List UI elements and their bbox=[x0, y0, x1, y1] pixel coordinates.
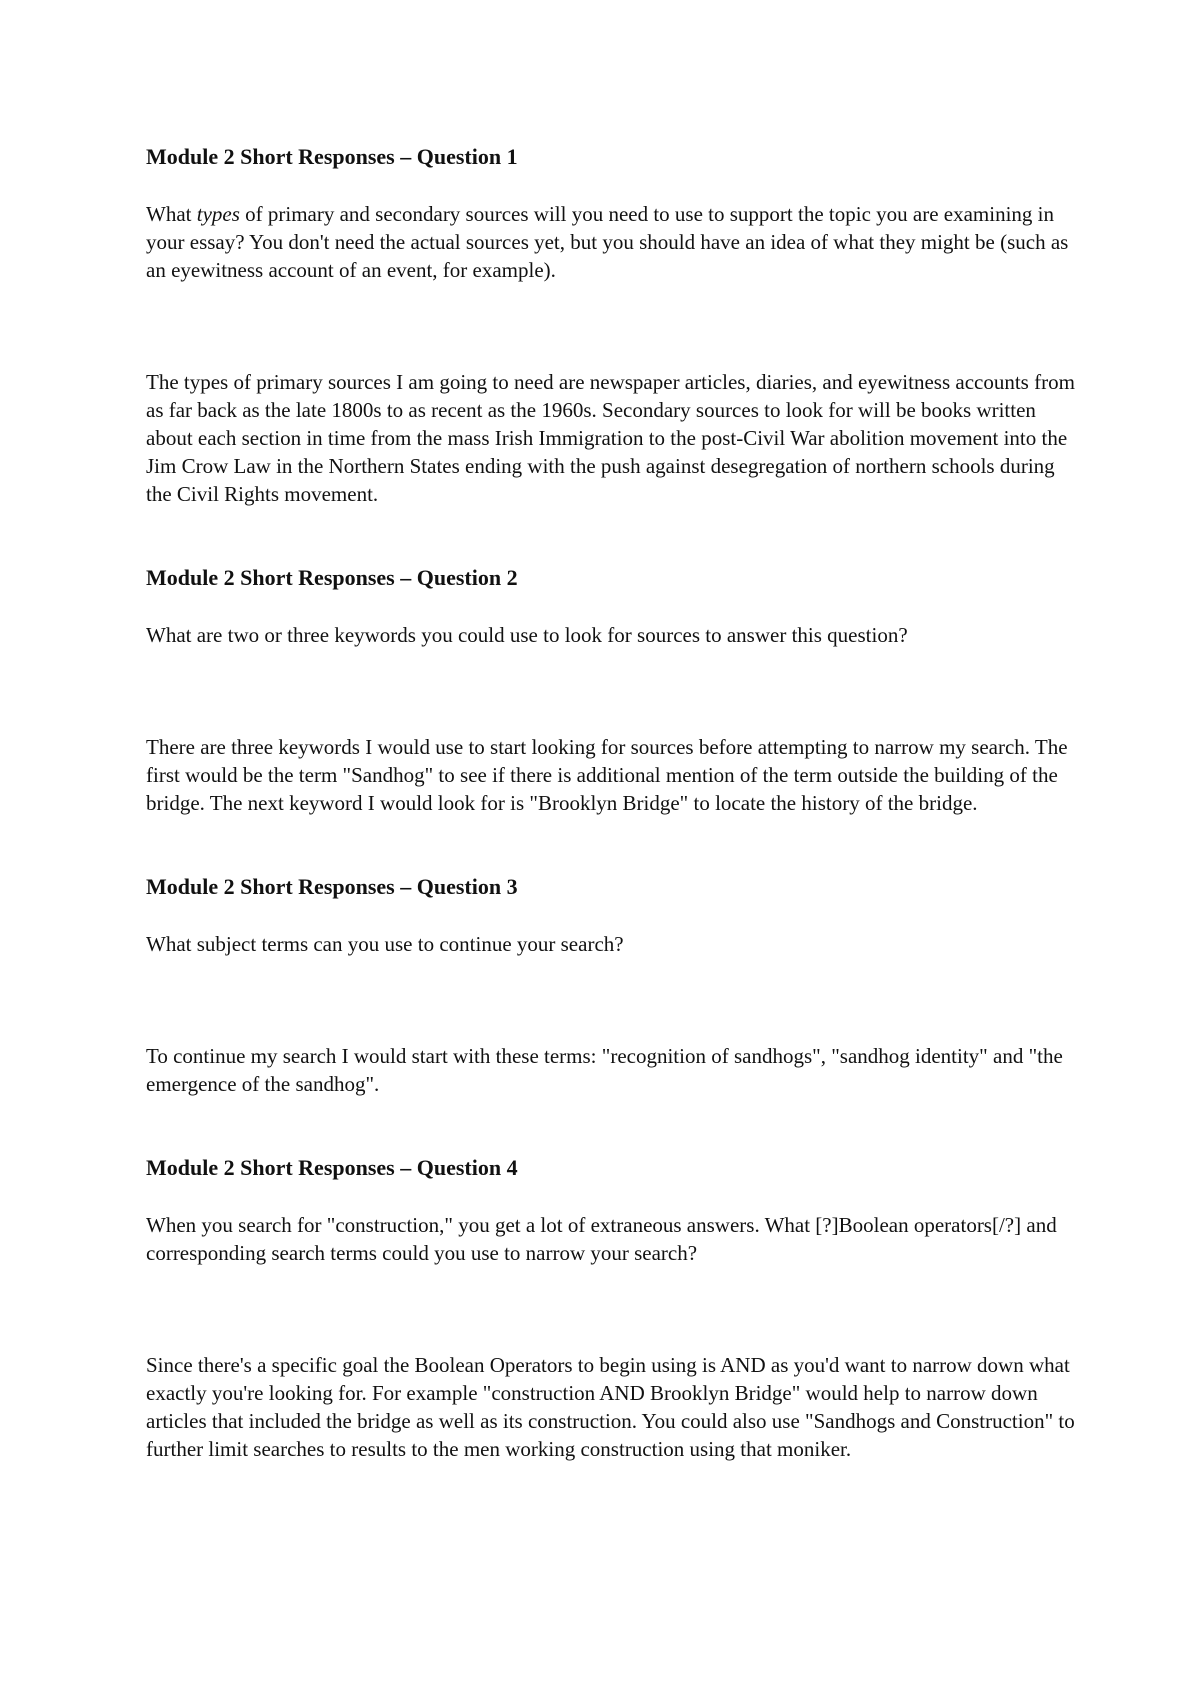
question-1-prompt-start: What bbox=[146, 202, 197, 226]
question-3-section bbox=[146, 873, 1076, 1098]
question-1-heading: Module 2 Short Responses – Question 1 bbox=[146, 144, 518, 169]
document-page bbox=[146, 143, 1076, 1463]
question-4-section bbox=[146, 1154, 1076, 1463]
question-1-answer: The types of primary sources I am going to need are newspaper articles, diaries, and eyewitness accounts from as far back as the late 1800s to as recent as the 1960s. Secondary sources to look for will be books written about each section in time from the mass Irish Immigration to the post-Civil War abolition movement into the Jim Crow Law in the Northern States ending with the push against desegregation of northern schools during the Civil Rights movement. bbox=[146, 370, 1075, 506]
question-3-answer: To continue my search I would start with these terms: "recognition of sandhogs", "sandhog identity" and "the emergence of the sandhog". bbox=[146, 1044, 1063, 1096]
question-1-prompt bbox=[146, 200, 1076, 284]
question-2-prompt: What are two or three keywords you could use to look for sources to answer this question? bbox=[146, 623, 908, 647]
question-1-prompt-end: of primary and secondary sources will you need to use to support the topic you are examining in your essay? You don't need the actual sources yet, but you should have an idea of what they might be (such as an eyewitness account of an event, for example). bbox=[146, 202, 1069, 282]
question-4-prompt: When you search for "construction," you get a lot of extraneous answers. What [?]Boolean operators[/?] and corresponding search terms could you use to narrow your search? bbox=[146, 1213, 1057, 1265]
question-4-answer: Since there's a specific goal the Boolean Operators to begin using is AND as you'd want to narrow down what exactly you're looking for. For example "construction AND Brooklyn Bridge" would help to narrow down articles that included the bridge as well as its construction. You could also use "Sandhogs and Construction" to further limit searches to results to the men working construction using that moniker. bbox=[146, 1353, 1075, 1461]
question-3-heading: Module 2 Short Responses – Question 3 bbox=[146, 874, 518, 899]
question-2-answer: There are three keywords I would use to start looking for sources before attempting to narrow my search. The first would be the term "Sandhog" to see if there is additional mention of the term outside the building of the bridge. The next keyword I would look for is "Brooklyn Bridge" to locate the history of the bridge. bbox=[146, 735, 1068, 815]
question-3-prompt: What subject terms can you use to continue your search? bbox=[146, 932, 624, 956]
question-4-heading: Module 2 Short Responses – Question 4 bbox=[146, 1155, 518, 1180]
question-1-prompt-emphasis: types bbox=[196, 202, 240, 226]
question-2-section bbox=[146, 564, 1076, 817]
question-1-section bbox=[146, 143, 1076, 508]
question-2-heading: Module 2 Short Responses – Question 2 bbox=[146, 565, 518, 590]
